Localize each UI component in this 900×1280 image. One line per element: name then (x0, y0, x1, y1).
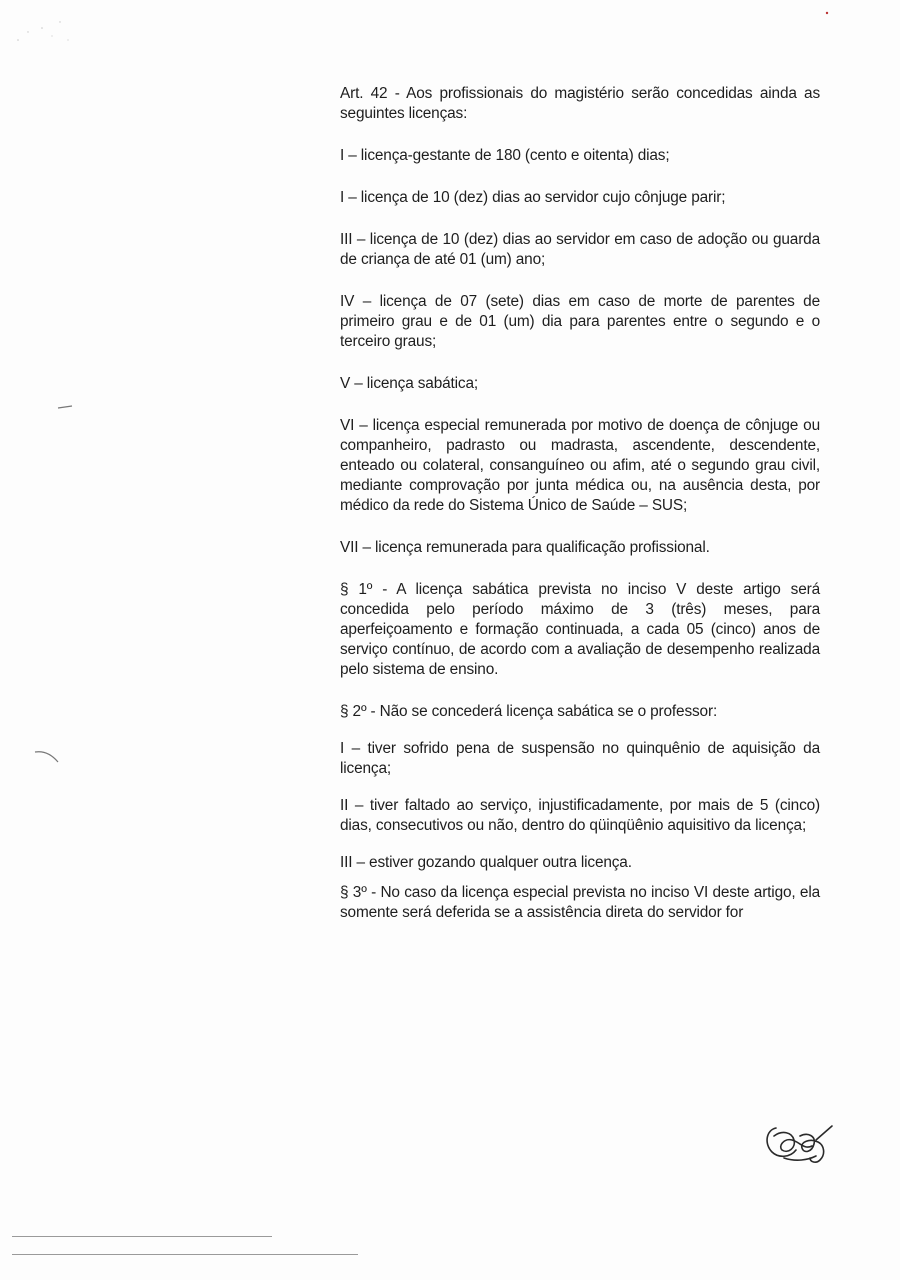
item-iii: III – licença de 10 (dez) dias ao servidor em caso de adoção ou guarda de criança de até 01 (um) ano; (340, 231, 820, 268)
scan-mark-top-left (8, 10, 78, 50)
document-body (340, 84, 820, 923)
footer-rule-top (12, 1236, 272, 1237)
item-vi: VI – licença especial remunerada por motivo de doença de cônjuge ou companheiro, padrasto ou madrasta, ascendente, descendente, enteado ou colateral, consanguíneo ou afim, até o segundo grau civil, mediante comprovação por junta médica ou, na ausência desta, por médico da rede do Sistema Único de Saúde – SUS; (340, 417, 820, 514)
paragraph-3: § 3º - No caso da licença especial prevista no inciso VI deste artigo, ela somente será deferida se a assistência direta do servidor for (340, 884, 820, 921)
item-vii: VII – licença remunerada para qualificação profissional. (340, 539, 710, 556)
scan-mark-left-curve (32, 746, 66, 772)
paragraph-1: § 1º - A licença sabática prevista no inciso V deste artigo será concedida pelo período máximo de 3 (três) meses, para aperfeiçoamento e formação continuada, a cada 05 (cinco) anos de serviço contínuo, de acordo com a avaliação de desempenho realizada pelo sistema de ensino. (340, 581, 820, 678)
item-ii: I – licença de 10 (dez) dias ao servidor cujo cônjuge parir; (340, 189, 726, 206)
article-intro: Art. 42 - Aos profissionais do magistério serão concedidas ainda as seguintes licenças: (340, 85, 820, 122)
signature-icon (760, 1118, 836, 1166)
paragraph-2-item-iii: III – estiver gozando qualquer outra licença. (340, 854, 632, 871)
paragraph-2: § 2º - Não se concederá licença sabática se o professor: (340, 703, 718, 720)
paragraph-2-item-i: I – tiver sofrido pena de suspensão no quinquênio de aquisição da licença; (340, 740, 820, 777)
scan-mark-top-right (824, 10, 830, 16)
paragraph-2-item-ii: II – tiver faltado ao serviço, injustificadamente, por mais de 5 (cinco) dias, consecutivos ou não, dentro do qüinqüênio aquisitivo da licença; (340, 797, 820, 834)
item-v: V – licença sabática; (340, 375, 479, 392)
footer-rule-bottom (12, 1254, 358, 1255)
item-i: I – licença-gestante de 180 (cento e oitenta) dias; (340, 147, 670, 164)
scan-mark-left-dash (56, 402, 76, 412)
item-iv: IV – licença de 07 (sete) dias em caso de morte de parentes de primeiro grau e de 01 (um) dia para parentes entre o segundo e o terceiro graus; (340, 293, 820, 350)
